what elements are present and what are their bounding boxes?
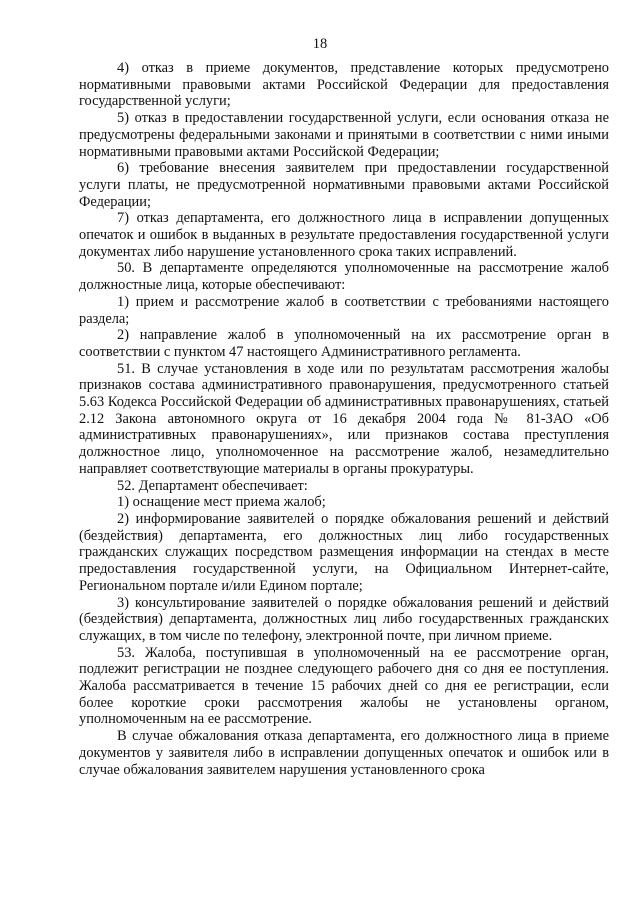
paragraph-clause-53-continuation: В случае обжалования отказа департамента, его должностного лица в приеме документов у заявителя либо в исправлении допущенных опечаток и ошибок или в случае обжалования заявителем нарушения установленного срока — [79, 728, 609, 778]
paragraph-clause-53: 53. Жалоба, поступившая в уполномоченный на ее рассмотрение орган, подлежит регистрации не позднее следующего рабочего дня со дня ее поступления. Жалоба рассматривается в течение 15 рабочих дней со дня ее регистрации, если более короткие сроки рассмотрения жалобы не установлены органом, уполномоченным на ее рассмотрение. — [79, 644, 609, 728]
paragraph-clause-51: 51. В случае установления в ходе или по результатам рассмотрения жалобы признаков состава административного правонарушения, предусмотренного статьей 5.63 Кодекса Российской Федерации об административных правонарушениях, статьей 2.12 Закона автономного округа от 16 декабря 2004 года № 81-ЗАО «Об административных правонарушениях», или признаков состава преступления должностное лицо, уполномоченное на рассмотрение жалоб, незамедлительно направляет соответствующие материалы в органы прокуратуры. — [79, 360, 609, 477]
paragraph-item-5-refusal-service: 5) отказ в предоставлении государственной услуги, если основания отказа не предусмотрены федеральными законами и принятыми в соответствии с ними иными нормативными правовыми актами Российской Федерации; — [79, 110, 609, 160]
body-text — [79, 60, 609, 778]
paragraph-clause-50-item-1: 1) прием и рассмотрение жалоб в соответствии с требованиями настоящего раздела; — [79, 293, 609, 327]
paragraph-item-6-fee-requirement: 6) требование внесения заявителем при предоставлении государственной услуги платы, не предусмотренной нормативными правовыми актами Российской Федерации; — [79, 160, 609, 210]
paragraph-clause-52: 52. Департамент обеспечивает: — [117, 477, 308, 494]
paragraph-clause-52-item-1: 1) оснащение мест приема жалоб; — [117, 494, 326, 511]
page-number: 18 — [312, 36, 328, 52]
paragraph-clause-52-item-3: 3) консультирование заявителей о порядке обжалования решений и действий (бездействия) департамента, должностных лиц либо государственных гражданских служащих, в том числе по телефону, электронной почте, при личном приеме. — [79, 594, 609, 644]
paragraph-item-4-refusal-documents: 4) отказ в приеме документов, представление которых предусмотрено нормативными правовыми актами Российской Федерации для предоставления государственной услуги; — [79, 60, 609, 110]
paragraph-item-7-correction-refusal: 7) отказ департамента, его должностного лица в исправлении допущенных опечаток и ошибок в выданных в результате предоставления государственной услуги документах либо нарушение установленного срока таких исправлений. — [79, 210, 609, 260]
paragraph-clause-50-item-2: 2) направление жалоб в уполномоченный на их рассмотрение орган в соответствии с пунктом 47 настоящего Административного регламента. — [79, 327, 609, 360]
paragraph-clause-52-item-2: 2) информирование заявителей о порядке обжалования решений и действий (бездействия) департамента, его должностных лиц либо государственных гражданских служащих посредством размещения информации на стендах в месте предоставления государственной услуги, на Официальном Интернет-сайте, Региональном портале и/или Едином портале; — [79, 510, 609, 594]
paragraph-clause-50: 50. В департаменте определяются уполномоченные на рассмотрение жалоб должностные лица, которые обеспечивают: — [79, 260, 609, 294]
